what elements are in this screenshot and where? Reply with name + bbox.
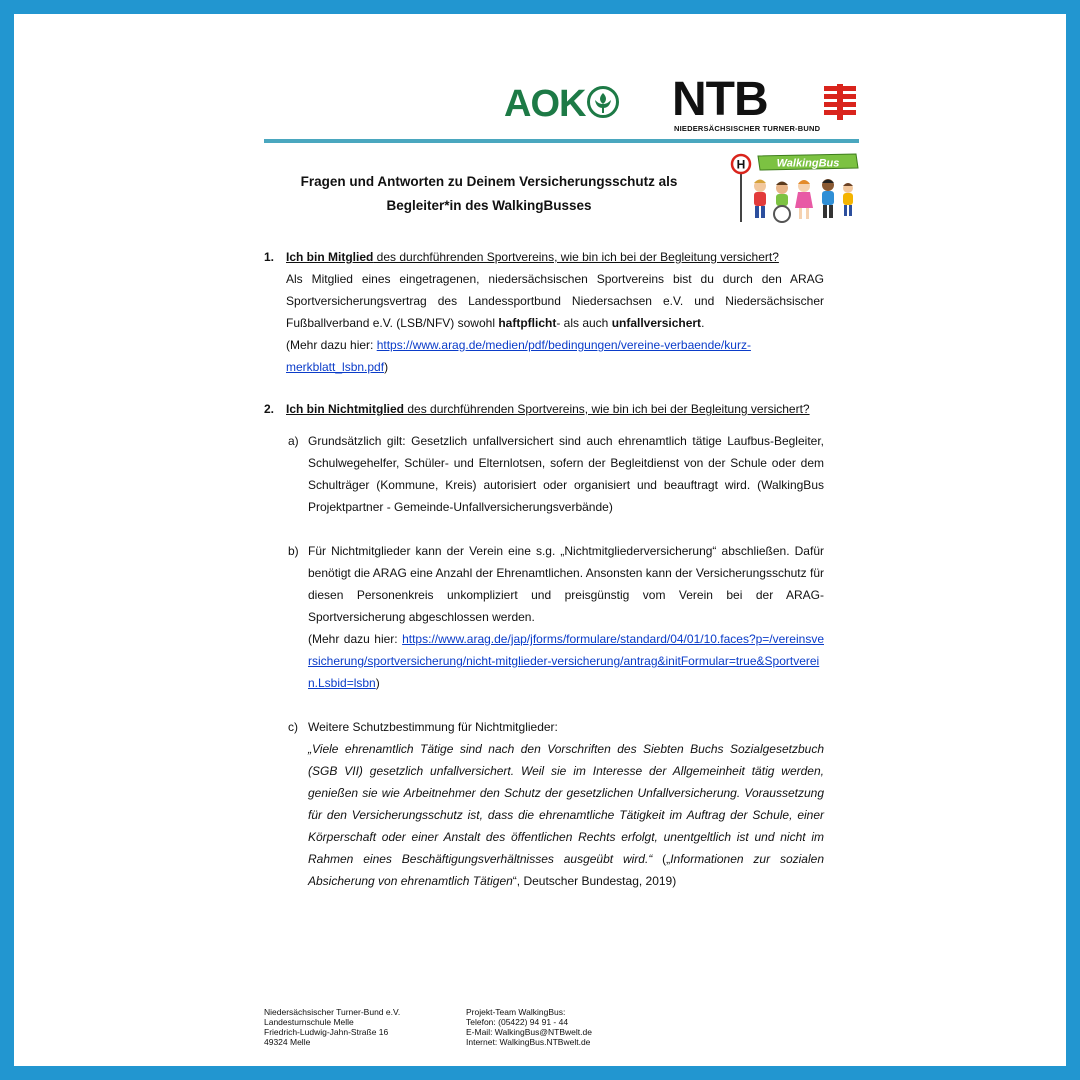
- quote-source-a: („: [652, 852, 671, 866]
- answer-1-unfallversichert: unfallversichert: [611, 316, 702, 330]
- header-rule: [264, 139, 859, 143]
- answer-1-text-a: Als Mitglied eines eingetragenen, niedersächsischen Sportvereins bist du durch den ARAG Sportversicherungsvertrag des Landessportbund Niedersachsen e.V. und Niedersächsischer Fußballverband e.V. (LSB/NFV) sowohl: [286, 272, 824, 330]
- answer-2a: [264, 430, 824, 518]
- ntb-subtitle: NIEDERSÄCHSISCHER TURNER-BUND: [674, 124, 821, 133]
- answer-2b-more: [308, 628, 824, 694]
- question-1-answer: [286, 268, 824, 334]
- question-1-heading-rest: des durchführenden Sportvereins, wie bin ich bei der Begleitung versichert?: [373, 250, 779, 264]
- ntb-logo: NTB: [672, 73, 768, 126]
- answer-1-text-c: - als auch: [556, 316, 612, 330]
- title-line-2: Begleiter*in des WalkingBusses: [386, 198, 592, 213]
- answer-2c: [264, 716, 824, 892]
- question-1-heading-bold: Ich bin Mitglied: [286, 250, 374, 264]
- sgb-quote: „Viele ehrenamtlich Tätige sind nach den Vorschriften des Siebten Buchs Sozialgesetzbuch (SGB VII) gesetzlich unfallversichert. Weil sie im Interesse der Allgemeinheit tätig werden, genießen sie wie Arbeitnehmer den Schutz der gesetzlichen Unfallversicherung. Voraussetzung für den Versicherungsschutz ist, dass die ehrenamtliche Tätigkeit im Auftrag der Schule, einer Körperschaft oder einer Anstalt des öffentlichen Rechts erfolgt, unentgeltlich ist und nicht im Rahmen eines Beschäftigungsverhältnisses ausgeübt wird.“: [308, 742, 824, 866]
- answer-2c-quote: [308, 738, 824, 892]
- answer-2b-letter: b): [288, 544, 299, 558]
- answer-2a-letter: a): [288, 434, 299, 448]
- document-body: [264, 246, 824, 892]
- answer-1-haftpflicht: haftpflicht: [498, 316, 557, 330]
- more-prefix-2: (Mehr dazu hier:: [308, 632, 403, 646]
- aok-logo: AOK: [504, 83, 586, 125]
- question-2-heading: [286, 398, 824, 420]
- walkingbus-banner-text: WalkingBus: [776, 157, 840, 170]
- title-line-1: Fragen und Antworten zu Deinem Versicherungsschutz als: [300, 174, 678, 189]
- more-suffix-2: ): [375, 676, 380, 690]
- ntb-emblem-icon: [820, 82, 860, 122]
- page-frame: [14, 14, 1066, 1066]
- document-page: [264, 66, 844, 1066]
- arag-nichtmitglieder-link[interactable]: https://www.arag.de/jap/jforms/formulare/standard/04/01/10.faces?p=/vereinsversicherung/sportversicherung/nicht-mitglieder-versicherung/antrag&initFormular=true&Sportverein.Lsbid=lsbn: [308, 632, 824, 690]
- question-2-heading-bold: Ich bin Nichtmitglied: [286, 402, 405, 416]
- question-2: [264, 398, 824, 420]
- more-suffix-1: ): [384, 360, 389, 374]
- footer-address: Niedersächsischer Turner-Bund e.V. Landesturnschule Melle Friedrich-Ludwig-Jahn-Straße 16 49324 Melle: [264, 1007, 401, 1047]
- question-2-heading-rest: des durchführenden Sportvereins, wie bin ich bei der Begleitung versichert?: [404, 402, 810, 416]
- answer-2c-letter: c): [288, 720, 298, 734]
- answer-2b-text: Für Nichtmitglieder kann der Verein eine s.g. „Nichtmitgliederversicherung“ abschließen. Dafür benötigt die ARAG eine Anzahl der Ehrenamtlichen. Ansonsten kann der Versicherungsschutz für diesen Personenkreis unkompliziert und preisgünstig vom Verein bei der ARAG-Sportversicherung abgeschlossen werden.: [308, 544, 824, 624]
- quote-source-title: Informationen zur sozialen Absicherung von ehrenamtlich Tätigen: [308, 852, 824, 888]
- bus-stop-sign: H: [736, 157, 746, 172]
- question-1-more: [286, 334, 824, 378]
- page-title: [274, 170, 704, 218]
- footer-contact: Projekt-Team WalkingBus: Telefon: (05422) 94 91 - 44 E-Mail: WalkingBus@NTBwelt.de Internet: WalkingBus.NTBwelt.de: [466, 1007, 592, 1047]
- question-2-number: 2.: [264, 402, 275, 416]
- kids-illustration: [754, 179, 853, 222]
- answer-2b: [264, 540, 824, 694]
- arag-merkblatt-link[interactable]: https://www.arag.de/medien/pdf/bedingungen/vereine-verbaende/kurz-merkblatt_lsbn.pdf: [286, 338, 751, 374]
- question-1-heading: [286, 246, 824, 268]
- question-1-number: 1.: [264, 250, 275, 264]
- more-prefix-1: (Mehr dazu hier:: [286, 338, 377, 352]
- aok-emblem-icon: [587, 86, 619, 118]
- answer-2c-heading: Weitere Schutzbestimmung für Nichtmitglieder:: [308, 720, 558, 734]
- answer-1-text-e: .: [701, 316, 705, 330]
- answer-2a-text: Grundsätzlich gilt: Gesetzlich unfallversichert sind auch ehrenamtlich tätige Laufbus-Begleiter, Schulwegehelfer, Schüler- und Elternlotsen, sofern der Begleitdienst von der Schule oder dem Schulträger (Kommune, Kreis) autorisiert oder organisiert und beauftragt wird. (WalkingBus Projektpartner - Gemeinde-Unfallversicherungsverbände): [308, 434, 824, 514]
- walkingbus-logo: [728, 152, 862, 224]
- question-1: [264, 246, 824, 378]
- quote-source-b: “, Deutscher Bundestag, 2019): [512, 874, 677, 888]
